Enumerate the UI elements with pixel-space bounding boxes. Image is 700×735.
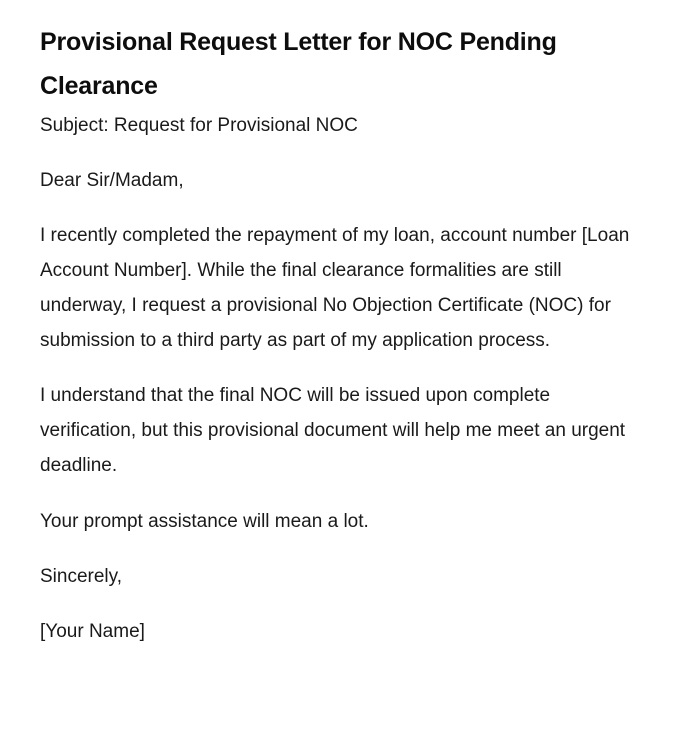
letter-paragraph-verification: I understand that the final NOC will be issued upon complete verification, but this provisional document will help me meet an urgent deadline. (40, 385, 626, 476)
letter-signature: [Your Name] (40, 621, 145, 642)
letter-subject: Subject: Request for Provisional NOC (40, 115, 358, 136)
letter-paragraph-repayment: I recently completed the repayment of my loan, account number [Loan Account Number]. While the final clearance formalities are still underway, I request a provisional No Objection Certificate (NOC) for submission to a third party as part of my application process. (40, 225, 630, 351)
letter-title: Provisional Request Letter for NOC Pending Clearance (40, 28, 557, 100)
letter-paragraph-request: Your prompt assistance will mean a lot. (40, 511, 369, 532)
letter-closing: Sincerely, (40, 566, 123, 587)
letter-document (40, 20, 630, 649)
letter-greeting: Dear Sir/Madam, (40, 170, 184, 191)
